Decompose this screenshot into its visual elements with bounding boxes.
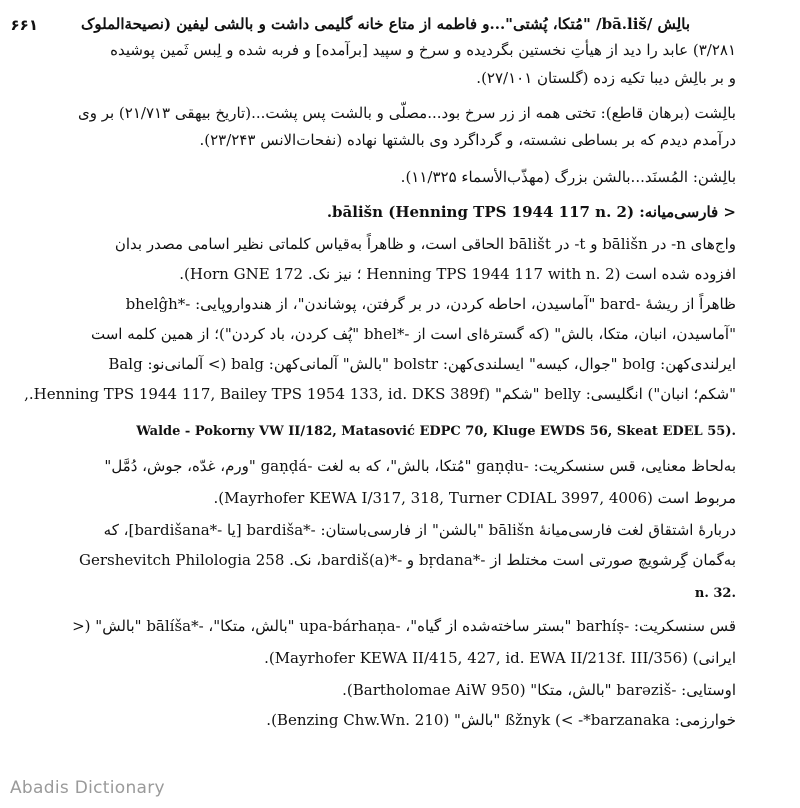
entry-line: افزوده شده است (Henning TPS 1944 117 with n. 2 ؛ نیز نک. Horn GNE 172). [179, 265, 736, 283]
entry-line: قس سنسکریت: -barhíṣ "بستر ساخته‌شده از گیاه"، -upa-bárhaṇa "بالش، متکا"، -*bālíša "بالش" (< [72, 617, 736, 635]
entry-line: ظاهراً از ریشهٔ -bard "آماسیدن، احاطه کردن، در بر گرفتن، پوشاندن"، از هندواروپایی: -*bhelĝh [125, 295, 736, 313]
entry-line: خوارزمی: ßžnyk (< -*barzanaka "بالش" (Benzing Chw.Wn. 210). [266, 711, 736, 729]
entry-line: بالِشن: المُسنَد...بالشن بزرگ (مهذّب‌الأسماء ۱۱/۳۲۵). [400, 168, 736, 186]
entry-line: ایرلندی‌کهن: bolg "جوال، کیسه" ایسلندی‌کهن: bolstr "بالش" آلمانی‌کهن: balg (> آلمانی‌نو: Balg [108, 355, 736, 373]
entry-line: دربارهٔ اشتقاق لغت فارسی‌میانهٔ bālišn "بالشن" از فارسی‌باستان: -*bardiša [یا -*bardišana]، که [103, 521, 736, 539]
entry-headline: بالِش /bā.liš/ "مُتکا، پُشتی"...و فاطمه از متاع خانه گلیمی داشت و بالشی لیفین (نصیحة‌الملوک [81, 15, 690, 33]
reference-line: Walde - Pokorny VW II/182, Matasović EDPC 70, Kluge EWDS 56, Skeat EDEL 55). [136, 424, 736, 439]
reference-line: n. 32. [694, 586, 736, 601]
entry-line: به‌لحاظ معنایی، قس سنسکریت: -gaṇḍu "مُتکا، بالش"، که به لغت -gaṇḍá "ورم، غدّه، جوش، دُمَّل" [104, 457, 736, 475]
etymology-line: < فارسی‌میانه: bālišn (Henning TPS 1944 117 n. 2). [326, 203, 736, 221]
entry-line: اوستایی: -barəziš "بالش، متکا" (Bartholomae AiW 950). [342, 681, 736, 699]
entry-line: و بر بالِش دیبا تکیه زده (گلستان ۲۷/۱۰۱). [476, 69, 736, 87]
entry-line: "شکم؛ انبان") انگلیسی: belly "شکم" (Henning TPS 1944 117, Bailey TPS 1954 133, id. DKS 389f., [24, 385, 736, 403]
entry-line: به‌گمان گِرشویچ صورتی است مختلط از -*bṛdana و -*bardiš(a)، نک. Gershevitch Philologia 258 [79, 551, 736, 569]
entry-line: ۳/۲۸۱) عابد را دید از هیأتِ نخستین بگردیده و سرخ و سپید [برآمده] و فربه شده و لِبس ثَمین پوشیده [110, 41, 736, 59]
page-number: ۶۶۱ [10, 16, 38, 34]
entry-line: درآمدم دیدم که بر بساطی نشسته، و گرداگرد وی بالشتها نهاده (نفحات‌الانس ۲۳/۲۴۳). [199, 131, 736, 149]
entry-line: مربوط است (Mayrhofer KEWA I/317, 318, Turner CDIAL 3997, 4006). [213, 489, 736, 507]
entry-line: واج‌های n- در bālišn و t- در bālišt الحاقی است، و ظاهراً به‌قیاس کلماتی نظیر اسامی مصدر بدان [114, 235, 736, 253]
entry-line: "آماسیدن، انبان، متکا، بالش" (که گسترهٔ‌ای است از -*bhel "پُف کردن، باد کردن")؛ از همین کلمه است [90, 325, 736, 343]
entry-line: بالِشت (برهان قاطع): تختی همه از زر سرخ بود...مصلّی و بالشت پس پشت...(تاریخ بیهقی ۲۱/۷۱۳) بر وی [77, 104, 736, 122]
entry-line: ایرانی) (Mayrhofer KEWA II/415, 427, id. EWA II/213f. III/356). [264, 649, 736, 667]
watermark-text: Abadis Dictionary [10, 778, 165, 798]
